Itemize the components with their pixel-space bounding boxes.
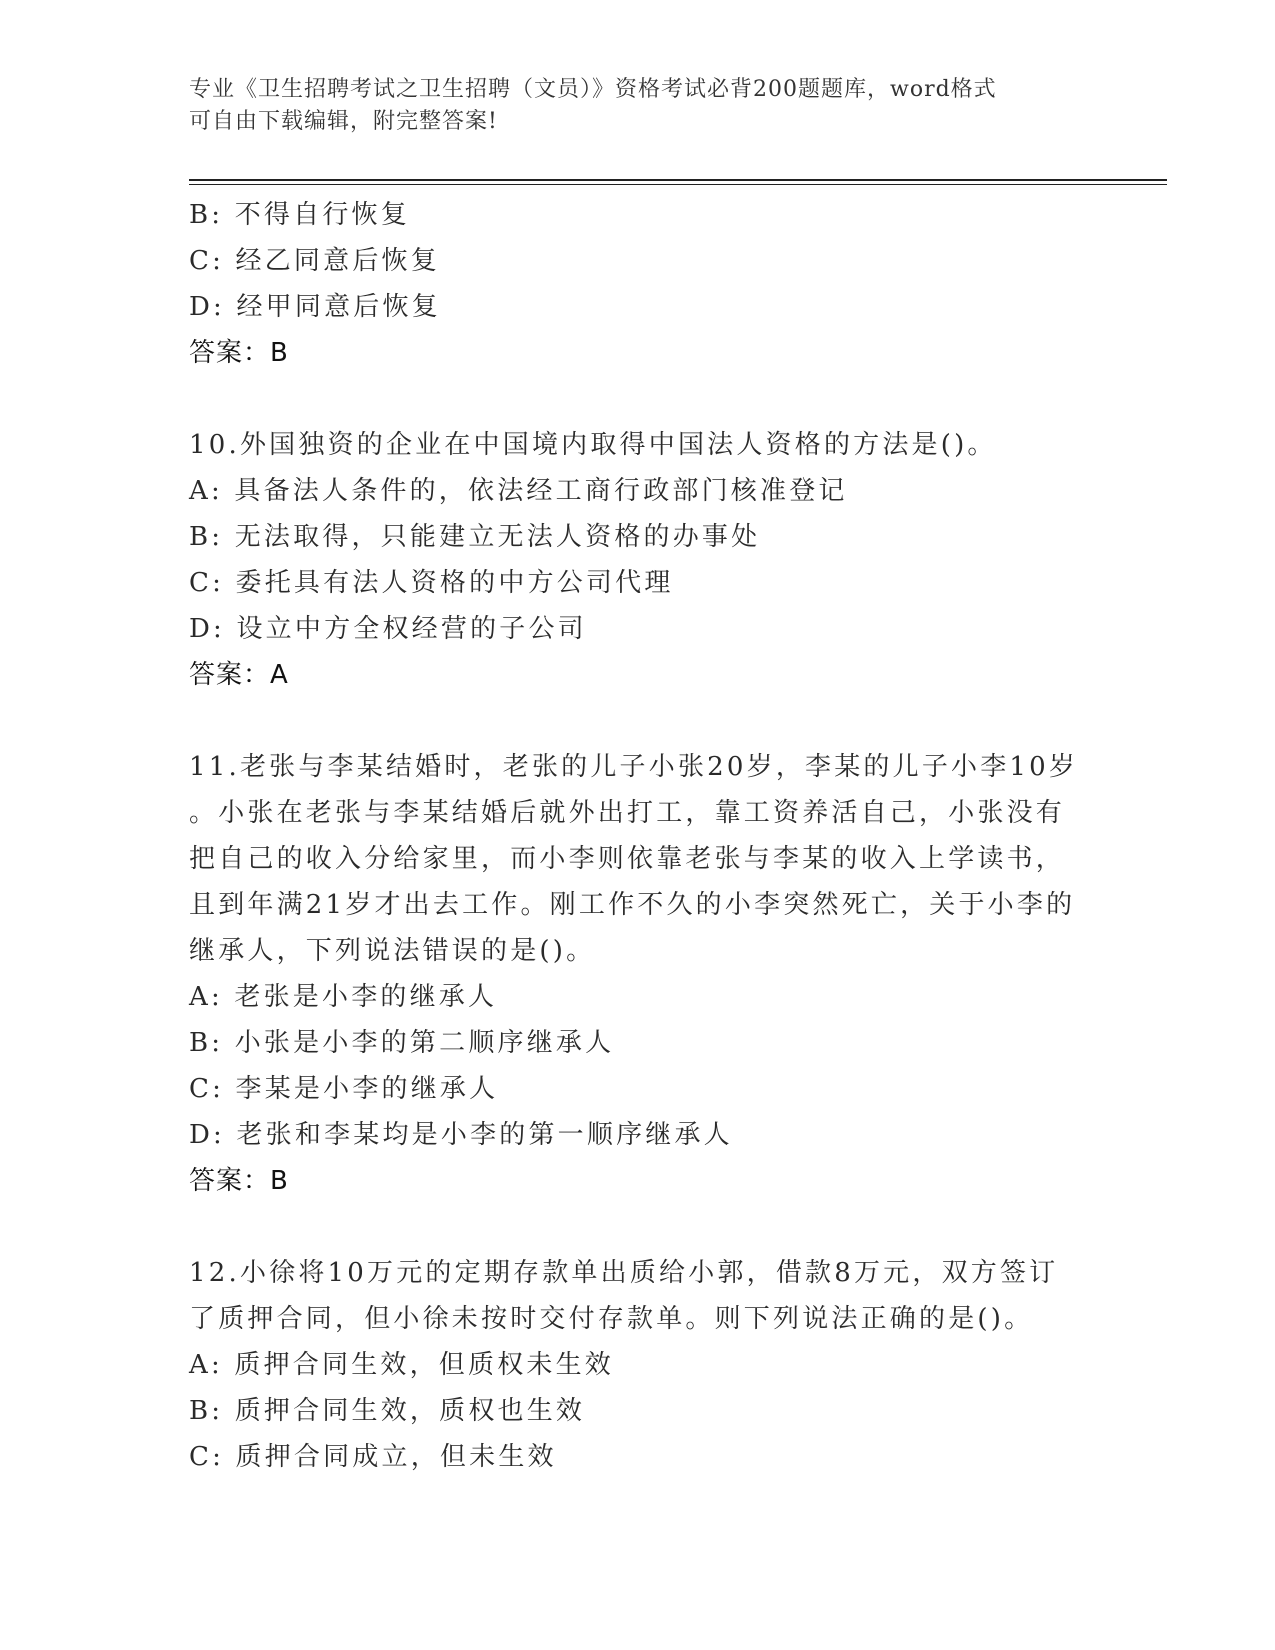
header-divider-thin	[189, 184, 1167, 185]
question-stem: 10.外国独资的企业在中国境内取得中国法人资格的方法是()。	[189, 430, 997, 460]
question-stem: 。小张在老张与李某结婚后就外出打工，靠工资养活自己，小张没有	[189, 798, 1066, 828]
document-header	[189, 74, 1089, 138]
option-a: A: 质押合同生效，但质权未生效	[189, 1350, 615, 1380]
option-b: B: 质押合同生效，质权也生效	[189, 1396, 586, 1426]
question-stem: 继承人，下列说法错误的是()。	[189, 936, 596, 966]
spacer	[189, 1204, 1089, 1250]
spacer	[189, 698, 1089, 744]
answer-line: 答案：B	[189, 1166, 289, 1196]
answer-line: 答案：A	[189, 660, 289, 690]
option-c: C: 委托具有法人资格的中方公司代理	[189, 568, 674, 598]
option-a: A: 老张是小李的继承人	[189, 982, 498, 1012]
option-d: D: 设立中方全权经营的子公司	[189, 614, 587, 644]
option-c: C: 质押合同成立，但未生效	[189, 1442, 557, 1472]
question-stem: 把自己的收入分给家里，而小李则依靠老张与李某的收入上学读书，	[189, 844, 1066, 874]
spacer	[189, 376, 1089, 422]
question-10	[189, 422, 1089, 698]
question-stem: 了质押合同，但小徐未按时交付存款单。则下列说法正确的是()。	[189, 1304, 1034, 1334]
question-12	[189, 1250, 1089, 1480]
option-c: C: 经乙同意后恢复	[189, 246, 440, 276]
header-line-2: 可自由下载编辑，附完整答案!	[189, 109, 498, 134]
question-11	[189, 744, 1089, 1204]
header-line-1: 专业《卫生招聘考试之卫生招聘（文员）》资格考试必背200题题库，word格式	[189, 77, 997, 102]
option-b: B: 不得自行恢复	[189, 200, 410, 230]
option-a: A: 具备法人条件的，依法经工商行政部门核准登记	[189, 476, 848, 506]
question-stem: 11.老张与李某结婚时，老张的儿子小张20岁，李某的儿子小李10岁	[189, 752, 1079, 782]
question-stem: 12.小徐将10万元的定期存款单出质给小郭，借款8万元，双方签订	[189, 1258, 1059, 1288]
question-stem: 且到年满21岁才出去工作。刚工作不久的小李突然死亡，关于小李的	[189, 890, 1076, 920]
option-d: D: 经甲同意后恢复	[189, 292, 441, 322]
option-b: B: 无法取得，只能建立无法人资格的办事处	[189, 522, 761, 552]
option-d: D: 老张和李某均是小李的第一顺序继承人	[189, 1120, 733, 1150]
option-b: B: 小张是小李的第二顺序继承人	[189, 1028, 615, 1058]
answer-line: 答案：B	[189, 338, 289, 368]
question-list	[189, 192, 1089, 1480]
option-c: C: 李某是小李的继承人	[189, 1074, 499, 1104]
header-divider-thick	[189, 179, 1167, 181]
question-prev	[189, 192, 1089, 376]
